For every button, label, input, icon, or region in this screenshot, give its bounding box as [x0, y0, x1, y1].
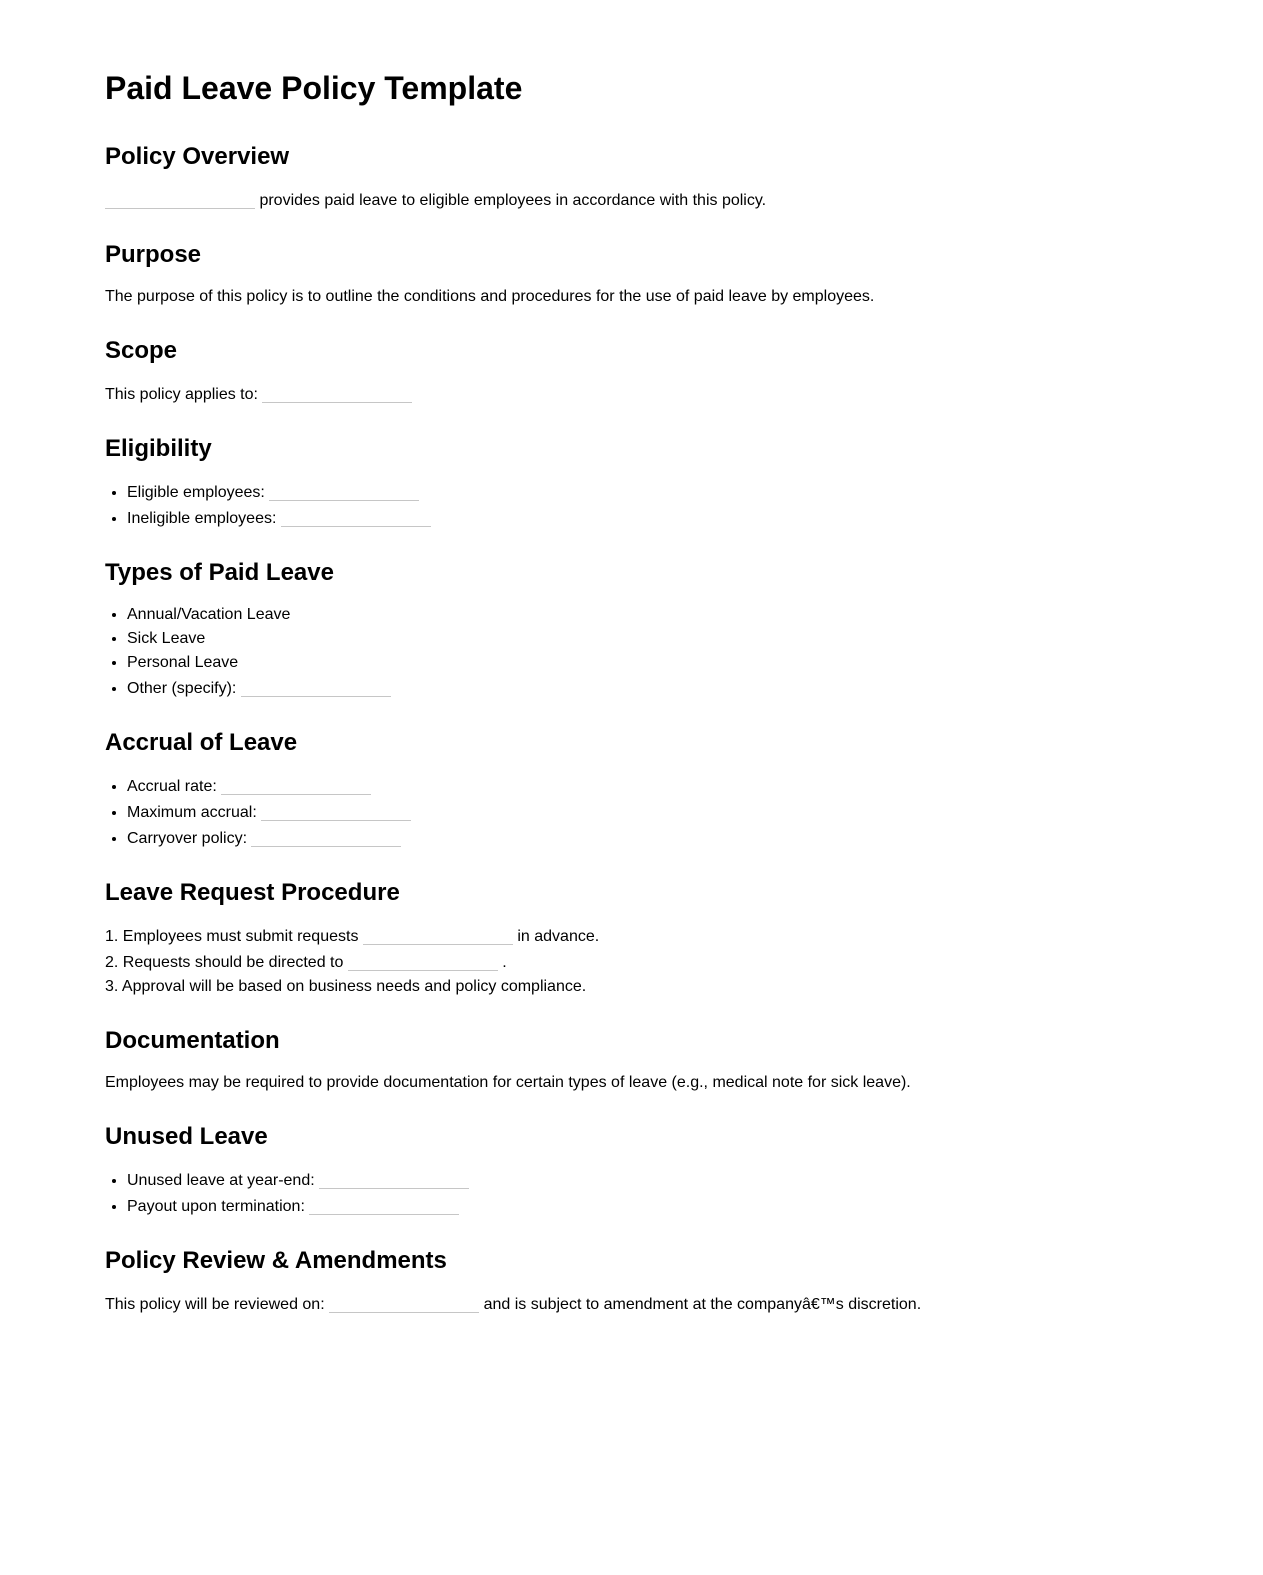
section-heading-scope: Scope: [105, 337, 178, 364]
request-recipient-blank-field[interactable]: [348, 953, 498, 971]
personal-leave-label: Personal Leave: [127, 654, 239, 671]
other-specify-label: Other (specify):: [127, 680, 237, 697]
section-heading-accrual-of-leave: Accrual of Leave: [105, 729, 298, 756]
types-of-paid-leave-list: [105, 603, 1158, 701]
annual-vacation-leave-label: Annual/Vacation Leave: [127, 606, 291, 623]
step-number: 2.: [105, 954, 119, 971]
documentation-text: Employees may be required to provide documentation for certain types of leave (e.g., medical note for sick leave).: [105, 1074, 911, 1091]
step-1-text: Employees must submit requests: [122, 928, 359, 945]
eligible-employees-blank-field[interactable]: [269, 483, 419, 501]
step-number: 1.: [105, 928, 119, 945]
section-heading-purpose: Purpose: [105, 241, 202, 268]
sick-leave-label: Sick Leave: [127, 630, 206, 647]
list-item: [127, 505, 1158, 531]
maximum-accrual-label: Maximum accrual:: [127, 804, 257, 821]
section-heading-leave-request-procedure: Leave Request Procedure: [105, 879, 400, 906]
payout-termination-label: Payout upon termination:: [127, 1198, 305, 1215]
step-2-text-after-blank: .: [502, 954, 507, 971]
policy-overview-line: [105, 187, 1158, 213]
leave-request-procedure-list: [105, 923, 1158, 999]
maximum-accrual-blank-field[interactable]: [261, 803, 411, 821]
document-title: Paid Leave Policy Template: [105, 70, 523, 106]
list-item: [127, 799, 1158, 825]
scope-label: This policy applies to:: [105, 386, 258, 403]
step-number: 3.: [105, 978, 119, 995]
advance-notice-blank-field[interactable]: [363, 927, 513, 945]
scope-line: [105, 381, 1158, 407]
accrual-rate-label: Accrual rate:: [127, 778, 217, 795]
payout-termination-blank-field[interactable]: [309, 1197, 459, 1215]
list-item: [127, 773, 1158, 799]
other-specify-blank-field[interactable]: [241, 679, 391, 697]
ineligible-employees-label: Ineligible employees:: [127, 510, 277, 527]
section-heading-types-of-paid-leave: Types of Paid Leave: [105, 559, 334, 586]
accrual-of-leave-list: [105, 773, 1158, 851]
policy-overview-blank-field[interactable]: [105, 191, 255, 209]
list-item: [105, 949, 1158, 975]
list-item: [127, 1193, 1158, 1219]
carryover-policy-blank-field[interactable]: [251, 829, 401, 847]
list-item: [127, 627, 1158, 651]
policy-overview-text: provides paid leave to eligible employees in accordance with this policy.: [259, 192, 767, 209]
accrual-rate-blank-field[interactable]: [221, 777, 371, 795]
list-item: [105, 923, 1158, 949]
list-item: [127, 675, 1158, 701]
eligibility-list: [105, 479, 1158, 531]
step-2-text: Requests should be directed to: [122, 954, 344, 971]
ineligible-employees-blank-field[interactable]: [281, 509, 431, 527]
policy-review-line: [105, 1291, 1158, 1317]
review-date-blank-field[interactable]: [329, 1295, 479, 1313]
policy-review-text-before-blank: This policy will be reviewed on:: [105, 1296, 325, 1313]
carryover-policy-label: Carryover policy:: [127, 830, 248, 847]
list-item: [127, 603, 1158, 627]
section-heading-unused-leave: Unused Leave: [105, 1123, 268, 1150]
list-item: [127, 1167, 1158, 1193]
scope-blank-field[interactable]: [262, 385, 412, 403]
section-heading-eligibility: Eligibility: [105, 435, 212, 462]
section-heading-policy-overview: Policy Overview: [105, 143, 290, 170]
list-item: [127, 825, 1158, 851]
step-3-text: Approval will be based on business needs and policy compliance.: [121, 978, 587, 995]
purpose-text: The purpose of this policy is to outline the conditions and procedures for the use of paid leave by employees.: [105, 288, 875, 305]
unused-leave-year-end-blank-field[interactable]: [319, 1171, 469, 1189]
unused-leave-year-end-label: Unused leave at year-end:: [127, 1172, 315, 1189]
section-heading-documentation: Documentation: [105, 1027, 280, 1054]
section-heading-policy-review: Policy Review & Amendments: [105, 1247, 447, 1274]
list-item: [105, 975, 1158, 999]
list-item: [127, 651, 1158, 675]
list-item: [127, 479, 1158, 505]
policy-review-text-after-blank: and is subject to amendment at the companyâ€™s discretion.: [483, 1296, 922, 1313]
unused-leave-list: [105, 1167, 1158, 1219]
step-1-text-after-blank: in advance.: [517, 928, 600, 945]
eligible-employees-label: Eligible employees:: [127, 484, 265, 501]
